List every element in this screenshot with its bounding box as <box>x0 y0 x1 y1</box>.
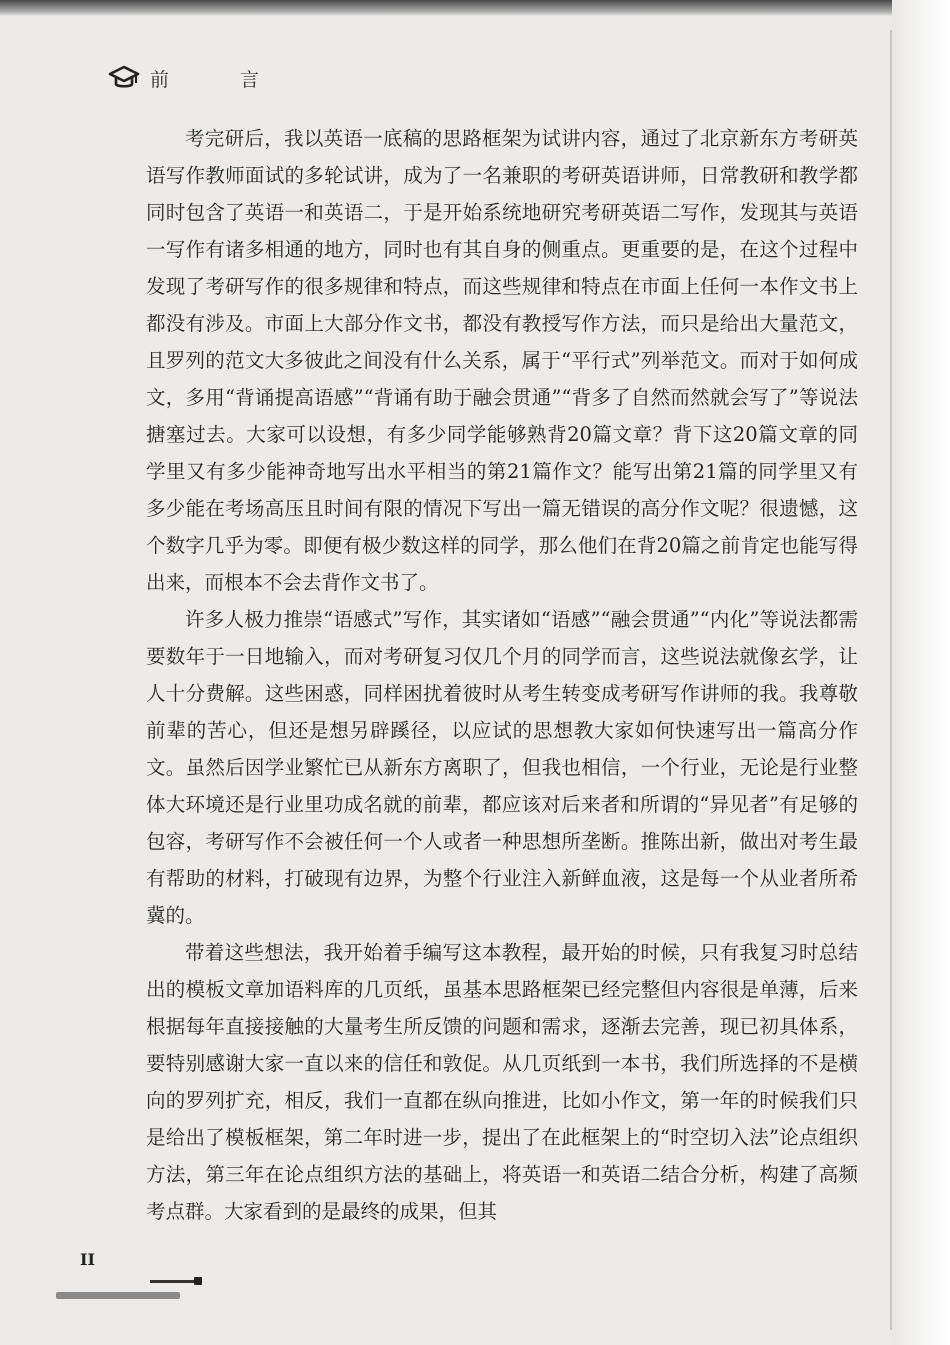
chapter-title: 前 言 <box>150 68 286 91</box>
scan-top-shadow <box>0 0 950 16</box>
paragraph-2: 许多人极力推崇“语感式”写作，其实诸如“语感”“融会贯通”“内化”等说法都需要数年于一日地输入，而对考研复习仅几个月的同学而言，这些说法就像玄学，让人十分费解。这些困惑，同样困扰着彼时从考生转变成考研写作讲师的我。我尊敬前辈的苦心，但还是想另辟蹊径，以应试的思想教大家如何快速写出一篇高分作文。虽然后因学业繁忙已从新东方离职了，但我也相信，一个行业，无论是行业整体大环境还是行业里功成名就的前辈，都应该对后来者和所谓的“异见者”有足够的包容，考研写作不会被任何一个人或者一种思想所垄断。推陈出新，做出对考生最有帮助的材料，打破现有边界，为整个行业注入新鲜血液，这是每一个从业者所希冀的。 <box>146 608 858 927</box>
graduation-cap-icon <box>108 62 140 94</box>
page-number: II <box>80 1250 95 1269</box>
scan-right-margin <box>892 0 950 1345</box>
page-edge-line <box>890 30 892 1330</box>
body-text <box>146 120 858 1230</box>
chapter-header <box>108 60 285 96</box>
footer-rule-end <box>194 1277 202 1285</box>
footer-rule <box>150 1280 196 1283</box>
footer-bar <box>56 1292 180 1299</box>
paragraph-3: 带着这些想法，我开始着手编写这本教程，最开始的时候，只有我复习时总结出的模板文章加语料库的几页纸，虽基本思路框架已经完整但内容很是单薄，后来根据每年直接接触的大量考生所反馈的问题和需求，逐渐去完善，现已初具体系，要特别感谢大家一直以来的信任和敦促。从几页纸到一本书，我们所选择的不是横向的罗列扩充，相反，我们一直都在纵向推进，比如小作文，第一年的时候我们只是给出了模板框架，第二年时进一步，提出了在此框架上的“时空切入法”论点组织方法，第三年在论点组织方法的基础上，将英语一和英语二结合分析，构建了高频考点群。大家看到的是最终的成果，但其 <box>146 941 858 1223</box>
paragraph-1: 考完研后，我以英语一底稿的思路框架为试讲内容，通过了北京新东方考研英语写作教师面试的多轮试讲，成为了一名兼职的考研英语讲师，日常教研和教学都同时包含了英语一和英语二，于是开始系统地研究考研英语二写作，发现其与英语一写作有诸多相通的地方，同时也有其自身的侧重点。更重要的是，在这个过程中发现了考研写作的很多规律和特点，而这些规律和特点在市面上任何一本作文书上都没有涉及。市面上大部分作文书，都没有教授写作方法，而只是给出大量范文，且罗列的范文大多彼此之间没有什么关系，属于“平行式”列举范文。而对于如何成文，多用“背诵提高语感”“背诵有助于融会贯通”“背多了自然而然就会写了”等说法搪塞过去。大家可以设想，有多少同学能够熟背20篇文章？背下这20篇文章的同学里又有多少能神奇地写出水平相当的第21篇作文？能写出第21篇的同学里又有多少能在考场高压且时间有限的情况下写出一篇无错误的高分作文呢？很遗憾，这个数字几乎为零。即便有极少数这样的同学，那么他们在背20篇之前肯定也能写得出来，而根本不会去背作文书了。 <box>146 127 858 594</box>
